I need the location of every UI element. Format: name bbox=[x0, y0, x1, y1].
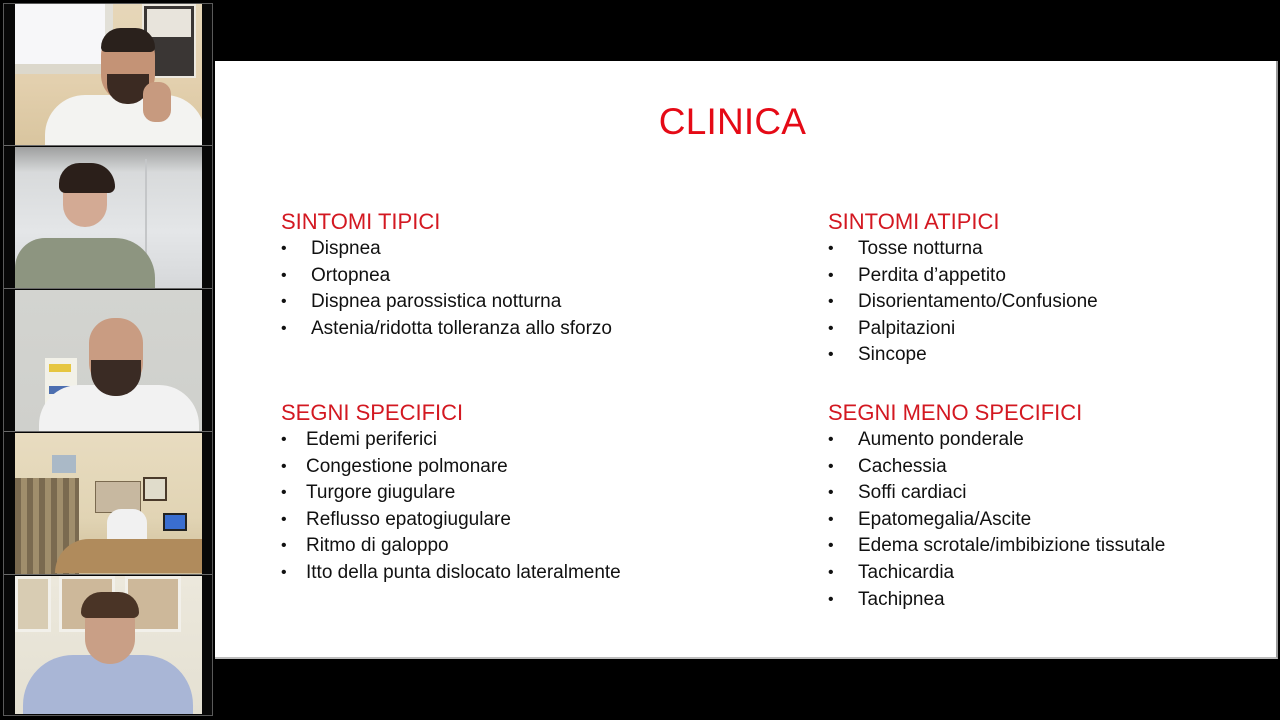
list-item bbox=[828, 263, 1098, 290]
bullet-icon: • bbox=[281, 510, 287, 528]
section-heading: SEGNI SPECIFICI bbox=[281, 400, 464, 425]
list-item bbox=[828, 289, 1098, 316]
list-item-text: Sincope bbox=[858, 344, 927, 366]
bullet-icon: • bbox=[828, 293, 834, 311]
participant-video-5 bbox=[15, 576, 202, 714]
bullet-icon: • bbox=[828, 457, 834, 475]
list-item bbox=[281, 316, 612, 343]
list-item bbox=[828, 454, 1165, 481]
section-segni-meno-specifici bbox=[828, 399, 1165, 613]
bullet-icon: • bbox=[281, 484, 287, 502]
list-item-text: Disorientamento/Confusione bbox=[858, 291, 1098, 313]
bullet-icon: • bbox=[828, 319, 834, 337]
list-item-text: Epatomegalia/Ascite bbox=[858, 508, 1032, 530]
list-item bbox=[828, 533, 1165, 560]
list-item bbox=[281, 507, 621, 534]
list-item bbox=[828, 427, 1165, 454]
bullet-list bbox=[281, 427, 621, 587]
participant-video-tile-5[interactable] bbox=[4, 576, 212, 714]
bullet-icon: • bbox=[828, 563, 834, 581]
list-item bbox=[828, 560, 1165, 587]
section-heading: SINTOMI ATIPICI bbox=[828, 209, 1000, 234]
list-item-text: Dispnea parossistica notturna bbox=[311, 291, 562, 313]
list-item-text: Tachicardia bbox=[858, 561, 955, 583]
bullet-icon: • bbox=[828, 484, 834, 502]
wall-artwork bbox=[15, 576, 51, 632]
bullet-icon: • bbox=[281, 537, 287, 555]
list-item bbox=[828, 507, 1165, 534]
participant-video-3 bbox=[15, 290, 202, 431]
list-item-text: Soffi cardiaci bbox=[858, 482, 967, 504]
participant-video-tile-1[interactable] bbox=[4, 4, 212, 146]
bullet-icon: • bbox=[281, 240, 287, 257]
participant-hair bbox=[81, 592, 139, 618]
list-item-text: Congestione polmonare bbox=[306, 455, 508, 477]
list-item bbox=[281, 263, 612, 290]
list-item bbox=[828, 342, 1098, 369]
list-item bbox=[281, 533, 621, 560]
bullet-icon: • bbox=[281, 431, 287, 448]
participant-hair bbox=[59, 163, 115, 193]
computer-monitor bbox=[163, 513, 187, 531]
desk bbox=[55, 539, 202, 573]
list-item-text: Edemi periferici bbox=[306, 429, 437, 450]
section-segni-specifici bbox=[281, 399, 621, 587]
list-item bbox=[281, 560, 621, 587]
participant-body bbox=[107, 509, 147, 541]
wall-picture bbox=[143, 477, 167, 501]
section-heading: SINTOMI TIPICI bbox=[281, 209, 441, 234]
list-item-text: Ritmo di galoppo bbox=[306, 535, 449, 557]
bullet-list bbox=[828, 427, 1165, 613]
list-item-text: Astenia/ridotta tolleranza allo sforzo bbox=[311, 317, 612, 339]
participant-video-1 bbox=[15, 4, 202, 145]
participant-video-4 bbox=[15, 433, 202, 574]
section-sintomi-tipici bbox=[281, 208, 612, 342]
bullet-icon: • bbox=[281, 319, 287, 337]
list-item bbox=[828, 587, 1165, 614]
bullet-icon: • bbox=[828, 510, 834, 528]
participant-gallery bbox=[3, 3, 213, 716]
slide-title: CLINICA bbox=[658, 101, 807, 142]
participant-body bbox=[15, 238, 155, 288]
bullet-list bbox=[281, 236, 612, 342]
section-sintomi-atipici bbox=[828, 208, 1098, 369]
list-item bbox=[828, 480, 1165, 507]
list-item-text: Turgore giugulare bbox=[306, 482, 456, 504]
participant-hair bbox=[101, 28, 155, 52]
list-item-text: Perdita d’appetito bbox=[858, 264, 1006, 286]
bullet-icon: • bbox=[828, 431, 834, 448]
shared-slide bbox=[215, 61, 1278, 659]
list-item bbox=[281, 236, 612, 263]
participant-video-tile-2[interactable] bbox=[4, 147, 212, 289]
participant-video-2 bbox=[15, 147, 202, 288]
list-item bbox=[281, 289, 612, 316]
section-heading: SEGNI MENO SPECIFICI bbox=[828, 400, 1083, 425]
list-item-text: Dispnea bbox=[311, 238, 381, 259]
list-item-text: Cachessia bbox=[858, 455, 947, 477]
bullet-icon: • bbox=[281, 563, 287, 581]
list-item-text: Tachipnea bbox=[858, 588, 945, 610]
list-item bbox=[281, 454, 621, 481]
list-item-text: Reflusso epatogiugulare bbox=[306, 508, 511, 530]
list-item-text: Itto della punta dislocato lateralmente bbox=[306, 561, 621, 583]
list-item-text: Palpitazioni bbox=[858, 317, 956, 339]
bullet-icon: • bbox=[281, 266, 287, 284]
participant-hand bbox=[143, 82, 171, 122]
bullet-icon: • bbox=[281, 293, 287, 311]
list-item-text: Aumento ponderale bbox=[858, 429, 1024, 450]
list-item bbox=[281, 480, 621, 507]
wall-picture bbox=[52, 455, 76, 473]
list-item-text: Tosse notturna bbox=[858, 238, 983, 259]
window-background bbox=[15, 4, 113, 74]
bullet-icon: • bbox=[828, 346, 834, 364]
bullet-icon: • bbox=[828, 240, 834, 257]
list-item bbox=[828, 236, 1098, 263]
participant-video-tile-4[interactable] bbox=[4, 433, 212, 575]
list-item-text: Edema scrotale/imbibizione tissutale bbox=[858, 535, 1166, 557]
bullet-list bbox=[828, 236, 1098, 369]
bullet-icon: • bbox=[281, 457, 287, 475]
bullet-icon: • bbox=[828, 537, 834, 555]
participant-video-tile-3[interactable] bbox=[4, 290, 212, 432]
list-item bbox=[828, 316, 1098, 343]
list-item-text: Ortopnea bbox=[311, 264, 391, 286]
list-item bbox=[281, 427, 621, 454]
bullet-icon: • bbox=[828, 266, 834, 284]
bullet-icon: • bbox=[828, 590, 834, 608]
